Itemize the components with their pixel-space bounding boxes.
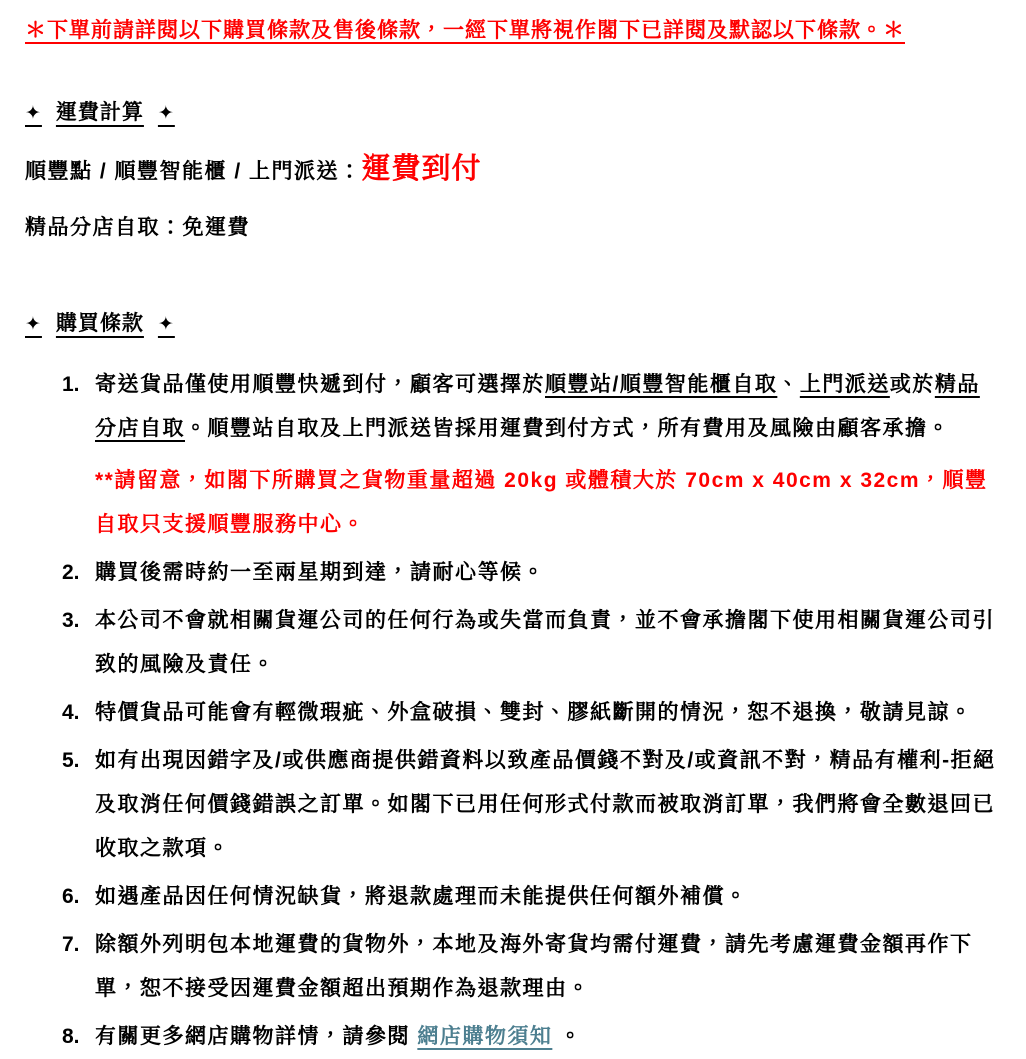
term-8-segment: 。 <box>552 1025 583 1048</box>
item-number: 1. <box>62 373 80 396</box>
shipping-fee-heading-label: 運費計算 <box>55 101 144 124</box>
four-pointed-star-icon: ✦ <box>25 314 42 335</box>
term-item-4 <box>62 691 1002 735</box>
item-number: 4. <box>62 701 80 724</box>
item-number: 3. <box>62 609 80 632</box>
item-number: 8. <box>62 1025 80 1048</box>
term-7-text: 除額外列明包本地運費的貨物外，本地及海外寄貨均需付運費，請先考慮運費金額再作下單，恕不接受因運費金額超出預期作為退款理由。 <box>95 933 973 1000</box>
term-1-underlined-door-delivery: 上門派送 <box>799 373 890 396</box>
term-1-segment: 。順豐站自取及上門派送皆採用運費到付方式，所有費用及風險由顧客承擔。 <box>185 417 950 440</box>
item-number: 5. <box>62 749 80 772</box>
term-item-3 <box>62 599 1002 687</box>
purchase-terms-heading-label: 購買條款 <box>55 312 144 335</box>
term-1-segment: 或於 <box>889 373 935 396</box>
term-1-text <box>95 363 1002 451</box>
term-1-body <box>95 363 1002 547</box>
store-pickup-line: 精品分店自取：免運費 <box>25 216 250 239</box>
term-8-body <box>95 1015 1002 1059</box>
four-pointed-star-icon: ✦ <box>157 103 175 124</box>
term-4-text: 特價貨品可能會有輕微瑕疵、外盒破損、雙封、膠紙斷開的情況，恕不退換，敬請見諒。 <box>95 701 973 724</box>
sf-delivery-options-line <box>25 152 1002 189</box>
pre-order-notice: ＊下單前請詳閱以下購買條款及售後條款，一經下單將視作閣下已詳閱及默認以下條款。＊ <box>25 19 905 42</box>
term-item-7 <box>62 923 1002 1011</box>
term-1-underlined-sf-pickup: 順豐站/順豐智能櫃自取 <box>545 373 778 396</box>
sf-delivery-options-label: 順豐點 / 順豐智能櫃 / 上門派送： <box>25 160 362 183</box>
term-item-5 <box>62 739 1002 871</box>
shipping-fee-section-heading <box>25 96 1002 126</box>
term-3-text: 本公司不會就相關貨運公司的任何行為或失當而負責，並不會承擔閣下使用相關貨運公司引致的風險及責任。 <box>95 609 995 676</box>
term-1-segment: 寄送貨品僅使用順豐快遞到付，顧客可選擇於 <box>95 373 545 396</box>
term-6-text: 如遇產品因任何情況缺貨，將退款處理而未能提供任何額外補償。 <box>95 885 748 908</box>
term-1-weight-limit-warning: **請留意，如閣下所購買之貨物重量超過 20kg 或體積大於 70cm x 40cm x 32cm，順豐自取只支援順豐服務中心。 <box>95 469 988 536</box>
purchase-terms-heading-inner <box>25 307 179 337</box>
freight-collect-value: 運費到付 <box>361 153 482 185</box>
term-1-segment: 、 <box>777 373 800 396</box>
term-5-text: 如有出現因錯字及/或供應商提供錯資料以致產品價錢不對及/或資訊不對，精品有權利-拒絕及取消任何價錢錯誤之訂單。如閣下已用任何形式付款而被取消訂單，我們將會全數退回已收取之款項。 <box>95 749 996 860</box>
four-pointed-star-icon: ✦ <box>157 314 175 335</box>
term-item-2 <box>62 551 1002 595</box>
term-8-segment: 有關更多網店購物詳情，請參閱 <box>95 1025 418 1048</box>
term-1-underlined-store-pickup: 精品分店自取 <box>95 373 980 440</box>
four-pointed-star-icon: ✦ <box>25 103 42 124</box>
shipping-fee-heading-inner <box>25 96 179 126</box>
item-number: 7. <box>62 933 80 956</box>
item-number: 6. <box>62 885 80 908</box>
term-item-1 <box>62 363 1002 547</box>
term-item-6 <box>62 875 1002 919</box>
term-item-8 <box>62 1015 1002 1059</box>
item-number: 2. <box>62 561 80 584</box>
online-store-shopping-guide-link[interactable]: 網店購物須知 <box>417 1025 553 1048</box>
term-2-text: 購買後需時約一至兩星期到達，請耐心等候。 <box>95 561 545 584</box>
terms-list <box>25 363 1002 1059</box>
purchase-terms-section-heading <box>25 307 1002 337</box>
